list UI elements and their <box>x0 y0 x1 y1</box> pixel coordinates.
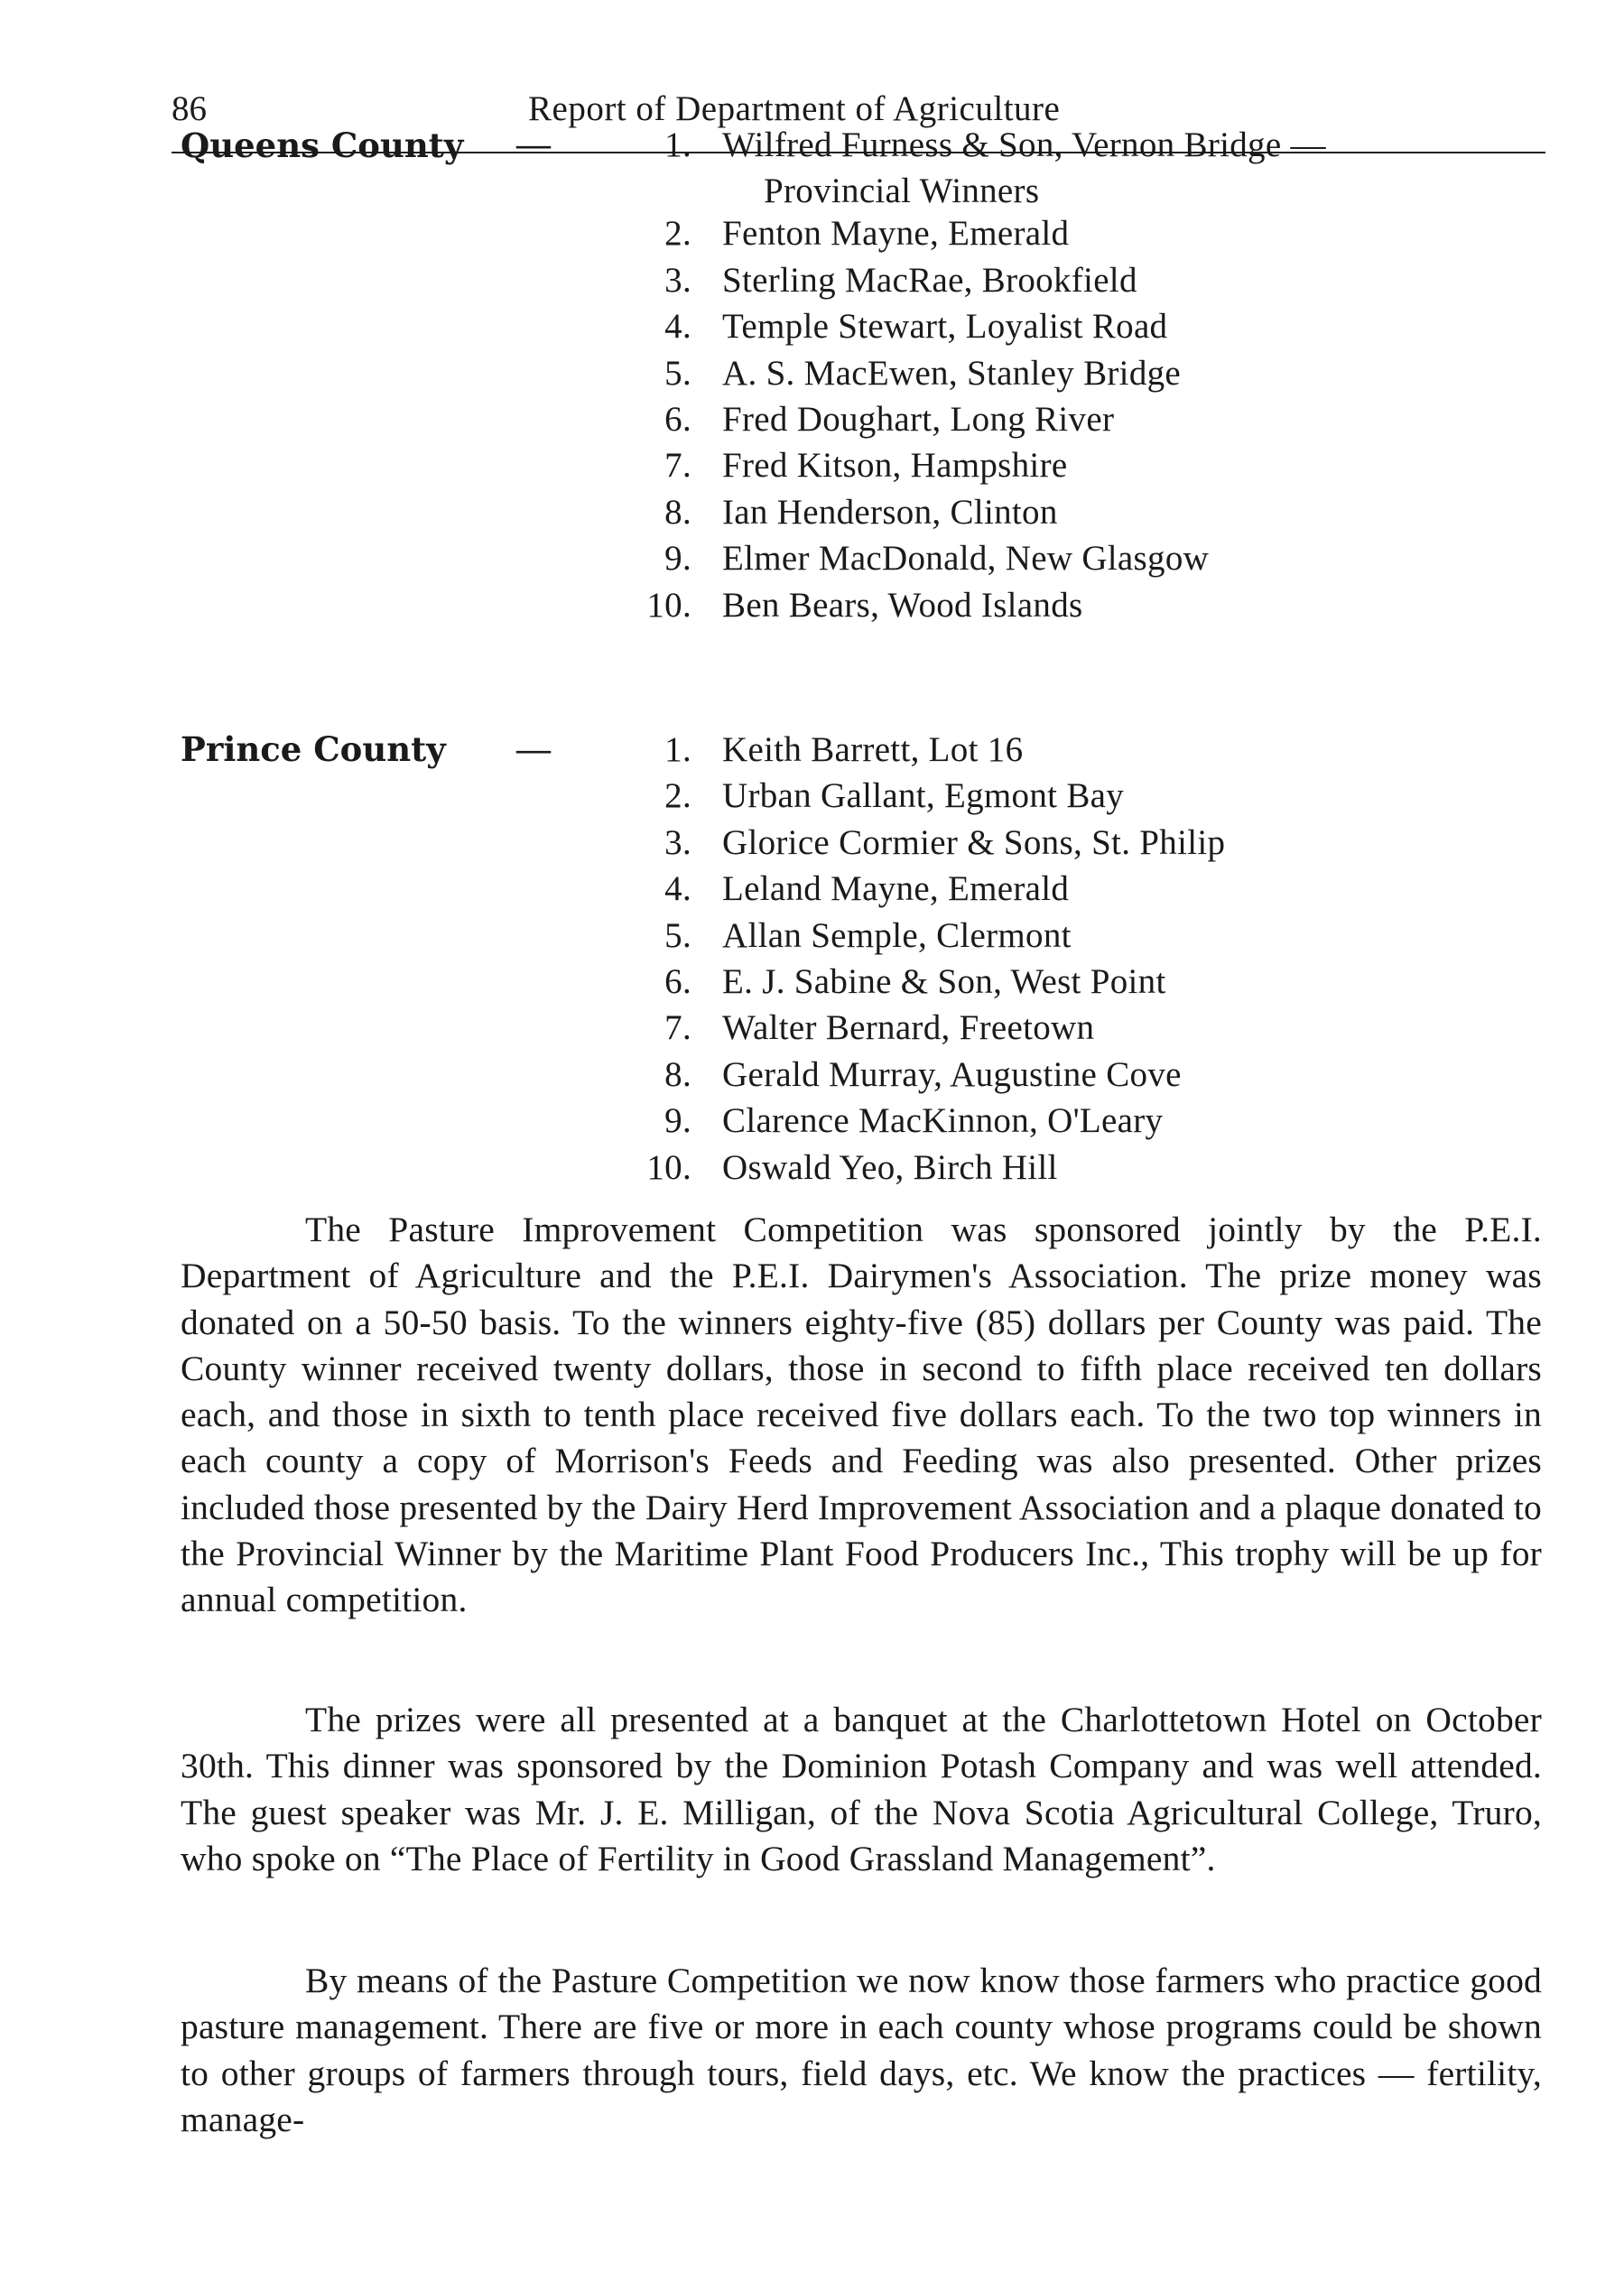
county-label: Queens County <box>181 125 464 165</box>
entry-text: Sterling MacRae, Brookfield <box>722 260 1137 300</box>
entry-text: Urban Gallant, Egmont Bay <box>722 776 1125 816</box>
paragraph-pasture-competition: By means of the Pasture Competition we now know those farmers who practice good pasture management. There are five or more in each county whose programs could be shown to other groups of farmers through tours, field days, etc. We know the practices — fertility, manage- <box>181 1961 1542 2139</box>
entry-text: Leland Mayne, Emerald <box>722 869 1070 909</box>
entry-text: Fred Doughart, Long River <box>722 399 1115 439</box>
county-dash: — <box>516 730 551 768</box>
entry-text: Elmer MacDonald, New Glasgow <box>722 539 1210 579</box>
entry-number: 9. <box>664 539 691 579</box>
entry-text: Oswald Yeo, Birch Hill <box>722 1147 1058 1187</box>
entry-text: E. J. Sabine & Son, West Point <box>722 961 1166 1001</box>
entry-number: 8. <box>664 492 691 532</box>
entry-number: 2. <box>664 776 691 816</box>
entry-number: 7. <box>664 446 691 486</box>
entry-text: Wilfred Furness & Son, Vernon Bridge — <box>722 125 1326 164</box>
entry-number: 2. <box>664 214 691 254</box>
entry-text: Fred Kitson, Hampshire <box>722 446 1068 486</box>
entry-text: Gerald Murray, Augustine Cove <box>722 1054 1182 1094</box>
paragraph-prizes: The Pasture Improvement Competition was sponsored jointly by the P.E.I. Department of Agriculture and the P.E.I. Dairymen's Association. The prize money was donated on a 50-50 basis. To the winners eighty-five (85) dollars per County was paid. The County winner received twenty dollars, those in second to fifth place received ten dollars each, and those in sixth to tenth place received five dollars each. To the two top winners in each county a copy of Morrison's Feeds and Feeding was also presented. Other prizes included those presented by the Dairy Herd Improvement Association and a plaque donated to the Provincial Winner by the Maritime Plant Food Producers Inc., This trophy will be up for annual competition. <box>181 1210 1542 1620</box>
county-label: Prince County <box>181 729 446 769</box>
entry-number: 1. <box>664 125 691 164</box>
entry-text: Glorice Cormier & Sons, St. Philip <box>722 822 1226 862</box>
running-title: Report of Department of Agriculture <box>528 89 1061 128</box>
entry-text: Ben Bears, Wood Islands <box>722 585 1083 625</box>
entry-number: 5. <box>664 353 691 393</box>
entry-number: 5. <box>664 915 691 955</box>
entry-text: Clarence MacKinnon, O'Leary <box>722 1101 1164 1141</box>
entry-text: A. S. MacEwen, Stanley Bridge <box>722 353 1182 393</box>
entry-continuation-text: Provincial Winners <box>764 172 1040 211</box>
entry-number: 3. <box>664 822 691 862</box>
page-number: 86 <box>172 89 207 128</box>
entry-number: 6. <box>664 399 691 439</box>
entry-text: Allan Semple, Clermont <box>722 915 1072 955</box>
entry-number: 7. <box>664 1008 691 1048</box>
entry-number: 4. <box>664 307 691 347</box>
entry-number: 10. <box>646 1147 691 1187</box>
entry-number: 1. <box>664 730 691 769</box>
entry-text: Temple Stewart, Loyalist Road <box>722 307 1168 347</box>
entry-number: 3. <box>664 260 691 300</box>
county-dash: — <box>516 125 551 163</box>
entry-number: 8. <box>664 1054 691 1094</box>
paragraph-banquet: The prizes were all presented at a banquet at the Charlottetown Hotel on October 30th. This dinner was sponsored by the Dominion Potash Company and was well attended. The guest speaker was Mr. J. E. Milligan, of the Nova Scotia Agricultural College, Truro, who spoke on “The Place of Fertility in Good Grassland Management”. <box>181 1700 1542 1878</box>
entry-number: 9. <box>664 1101 691 1141</box>
entry-text: Walter Bernard, Freetown <box>722 1008 1095 1048</box>
entry-text: Ian Henderson, Clinton <box>722 492 1058 532</box>
entry-text: Keith Barrett, Lot 16 <box>722 730 1024 769</box>
entry-number: 4. <box>664 869 691 909</box>
entry-number: 10. <box>646 585 691 625</box>
entry-number: 6. <box>664 961 691 1001</box>
entry-text: Fenton Mayne, Emerald <box>722 214 1070 254</box>
